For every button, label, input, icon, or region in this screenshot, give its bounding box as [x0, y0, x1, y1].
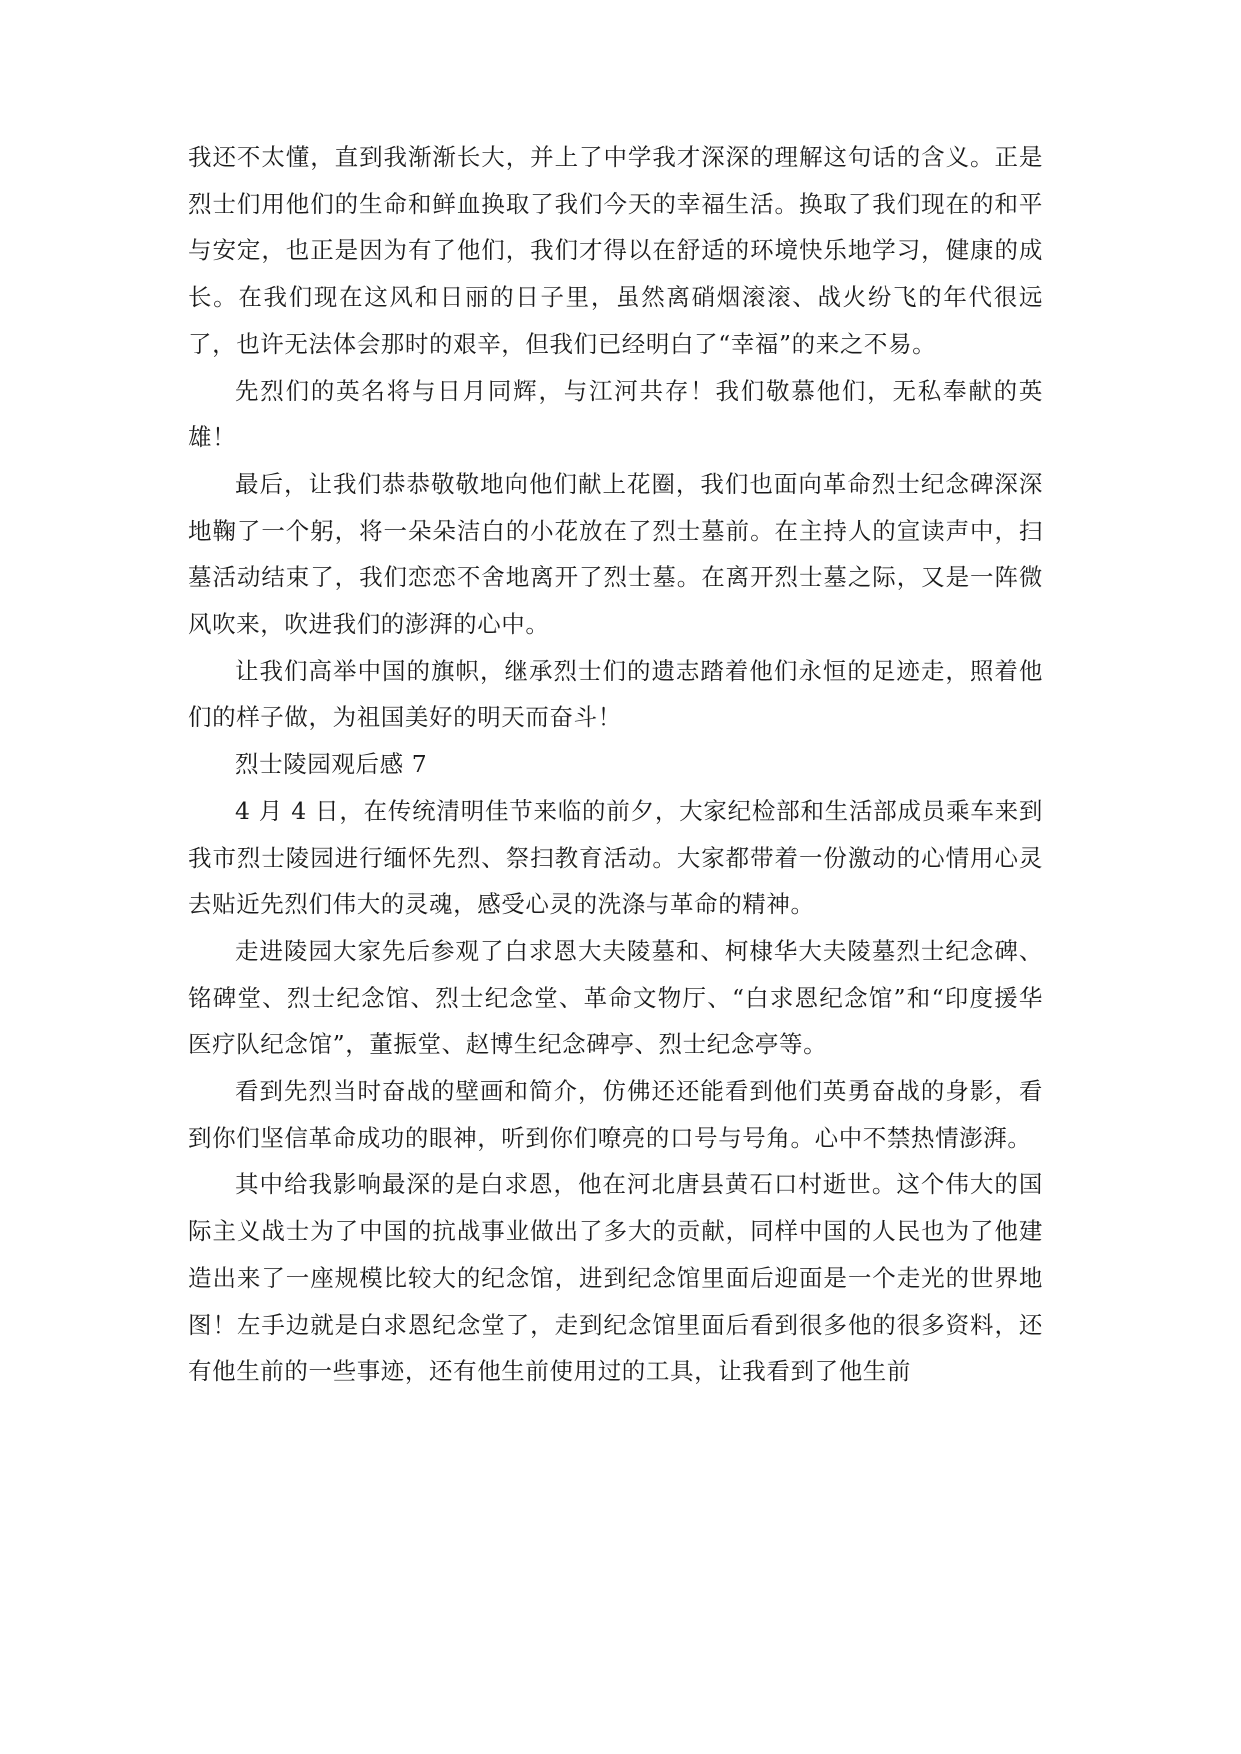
paragraph-2: 先烈们的英名将与日月同辉，与江河共存！我们敬慕他们，无私奉献的英雄！	[188, 376, 1043, 452]
document-page	[188, 134, 1043, 1395]
paragraph-7: 走进陵园大家先后参观了白求恩大夫陵墓和、柯棣华大夫陵墓烈士纪念碑、铭碑堂、烈士纪念馆、烈士纪念堂、革命文物厅、“白求恩纪念馆”和“印度援华医疗队纪念馆”，董振堂、赵博生纪念碑亭、烈士纪念亭等。	[188, 936, 1043, 1059]
paragraph-3: 最后，让我们恭恭敬敬地向他们献上花圈，我们也面向革命烈士纪念碑深深地鞠了一个躬，将一朵朵洁白的小花放在了烈士墓前。在主持人的宣读声中，扫墓活动结束了，我们恋恋不舍地离开了烈士墓。在离开烈士墓之际，又是一阵微风吹来，吹进我们的澎湃的心中。	[188, 469, 1043, 639]
paragraph-4: 让我们高举中国的旗帜，继承烈士们的遗志踏着他们永恒的足迹走，照着他们的样子做，为祖国美好的明天而奋斗！	[188, 656, 1043, 732]
paragraph-1: 我还不太懂，直到我渐渐长大，并上了中学我才深深的理解这句话的含义。正是烈士们用他们的生命和鲜血换取了我们今天的幸福生活。换取了我们现在的和平与安定，也正是因为有了他们，我们才得以在舒适的环境快乐地学习，健康的成长。在我们现在这风和日丽的日子里，虽然离硝烟滚滚、战火纷飞的年代很远了，也许无法体会那时的艰辛，但我们已经明白了“幸福”的来之不易。	[188, 143, 1043, 358]
paragraph-6: 4 月 4 日，在传统清明佳节来临的前夕，大家纪检部和生活部成员乘车来到我市烈士陵园进行缅怀先烈、祭扫教育活动。大家都带着一份激动的心情用心灵去贴近先烈们伟大的灵魂，感受心灵的洗涤与革命的精神。	[188, 796, 1043, 919]
paragraph-9: 其中给我影响最深的是白求恩，他在河北唐县黄石口村逝世。这个伟大的国际主义战士为了中国的抗战事业做出了多大的贡献，同样中国的人民也为了他建造出来了一座规模比较大的纪念馆，进到纪念馆里面后迎面是一个走光的世界地图！左手边就是白求恩纪念堂了，走到纪念馆里面后看到很多他的很多资料，还有他生前的一些事迹，还有他生前使用过的工具，让我看到了他生前	[188, 1170, 1043, 1386]
section-heading: 烈士陵园观后感 7	[235, 750, 428, 779]
paragraph-8: 看到先烈当时奋战的壁画和简介，仿佛还还能看到他们英勇奋战的身影，看到你们坚信革命成功的眼神，听到你们嘹亮的口号与号角。心中不禁热情澎湃。	[188, 1077, 1043, 1152]
